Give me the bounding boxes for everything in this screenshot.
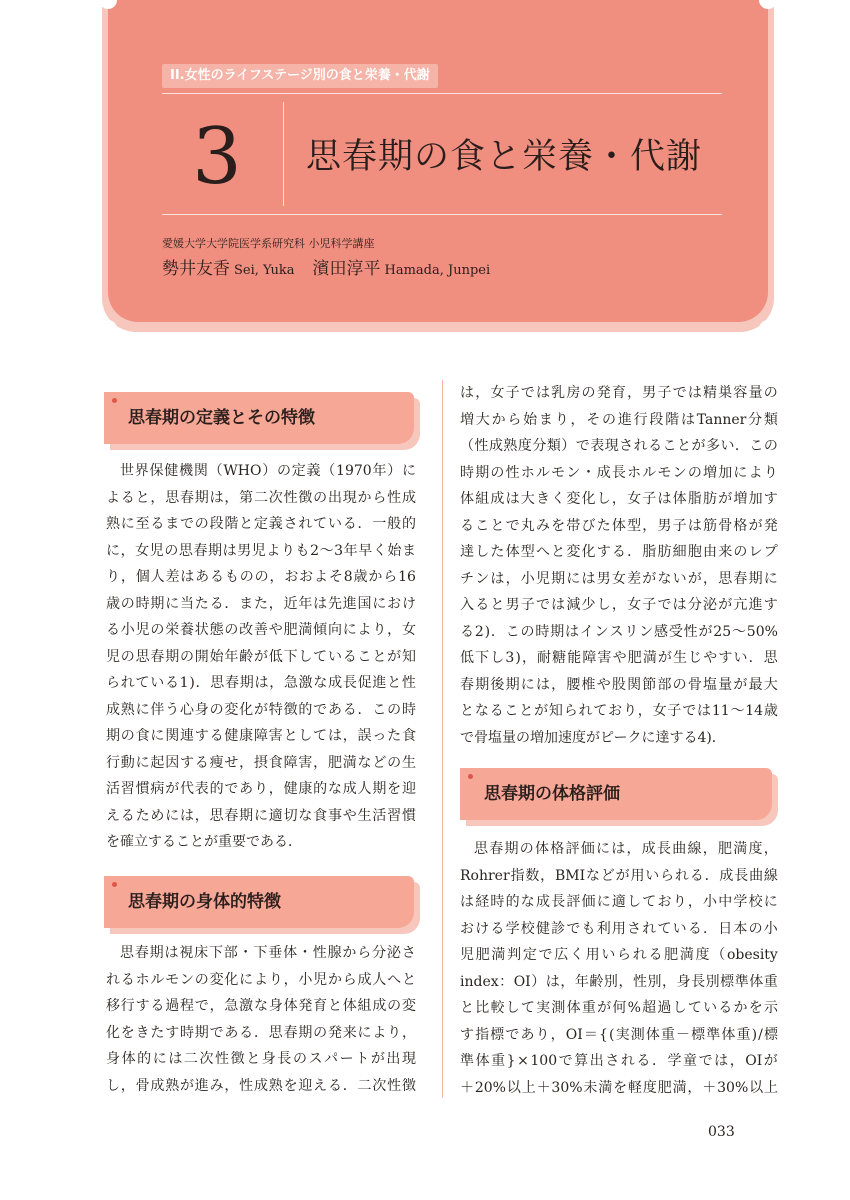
section-heading-physical [104, 876, 414, 928]
header-bottom-rule [162, 214, 722, 215]
heading-dot-icon [112, 882, 117, 887]
author1-name: 勢井友香 [162, 259, 230, 279]
text-line: る こ と で 丸 み を 帯 び た 体 型 ， 男 子 は 筋 骨 格 が 発 [460, 517, 778, 534]
text-line: 成 熟 に 伴 う 心 身 の 変 化 が 特 徴 的 で あ る ． こ の 時 [106, 701, 416, 718]
physical-paragraph-continued [460, 380, 778, 751]
author1-romaji: Sei, Yuka [234, 263, 295, 278]
text-line: お け る 学 校 健 診 で も 利 用 さ れ て い る ． 日 本 の 小 [460, 920, 778, 937]
heading-dot-icon [468, 774, 473, 779]
text-line: と 比 較 し て 実 測 体 重 が 何 % 超 過 し て い る か を 示 [460, 1000, 778, 1016]
section-heading-label: 思春期の定義とその特徴 [128, 408, 315, 428]
text-line: 増 大 か ら 始 ま り ， そ の 進 行 段 階 は Tanner 分 類 [460, 411, 778, 428]
text-line: 化 を き た す 時 期 で あ る ． 思 春 期 の 発 来 に よ り ， [106, 1024, 416, 1041]
part-section-tag: II.女性のライフステージ別の食と栄養・代謝 [162, 64, 438, 88]
text-line: に ， 女 児 の 思 春 期 は 男 児 よ り も 2 〜 3 年 早 く 始 ま [106, 542, 416, 559]
text-line: え る た め に は ， 思 春 期 に 適 切 な 食 事 や 生 活 習 慣 [106, 807, 416, 824]
definition-paragraph [106, 458, 416, 856]
text-line: 入 る と 男 子 で は 減 少 し ， 女 子 で は 分 泌 が 亢 進 す [460, 597, 778, 613]
section-heading-label: 思春期の身体的特徴 [128, 892, 281, 912]
text-line: 時 期 の 性 ホ ル モ ン ・ 成 長 ホ ル モ ン の 増 加 に よ り [460, 464, 778, 481]
author-affiliation: 愛媛大学大学院医学系研究科 小児科学講座 [162, 237, 375, 250]
text-line: る 2 ) ． こ の 時 期 は イ ン ス リ ン 感 受 性 が 25 〜 50% [460, 623, 778, 640]
text-line: 活 習 慣 病 が 代 表 的 で あ り ， 健 康 的 な 成 人 期 を 迎 [106, 781, 416, 797]
text-line: し ， 骨 成 熟 が 進 み ， 性 成 熟 を 迎 え る ． 二 次 性 徴 [106, 1077, 416, 1094]
author2-name: 濱田淳平 [312, 259, 381, 279]
text-line: 期 の 食 に 関 連 す る 健 康 障 害 と し て は ， 誤 っ た 食 [106, 728, 416, 744]
text-line: 春 期 後 期 に は ， 腰 椎 や 股 関 節 部 の 骨 塩 量 が 最 大 [460, 676, 778, 693]
column-divider [442, 380, 443, 1098]
text-line: り ， 個 人 差 は あ る も の の ， お お よ そ 8 歳 か ら 16 [106, 569, 416, 585]
text-line: を確立することが重要である． [106, 834, 302, 850]
text-line: は ， 女 子 で は 乳 房 の 発 育 ， 男 子 で は 精 巣 容 量 の [460, 385, 778, 401]
text-line: 身 体 的 に は 二 次 性 徴 と 身 長 の ス パ ー ト が 出 現 [106, 1051, 416, 1067]
text-line: る 小 児 の 栄 養 状 態 の 改 善 や 肥 満 傾 向 に よ り ， 女 [106, 622, 416, 638]
header-corner-notch-left [99, 320, 117, 338]
text-line: 準 体 重 } × 100 で 算 出 さ れ る ． 学 童 で は ， OI が [460, 1053, 778, 1069]
chapter-number: 3 [192, 112, 242, 202]
chapter-number-divider [283, 102, 284, 206]
heading-dot-icon [112, 398, 117, 403]
text-line: 移 行 す る 過 程 で ， 急 激 な 身 体 発 育 と 体 組 成 の 変 [106, 998, 416, 1014]
page-number: 033 [708, 1124, 735, 1140]
text-line: 達 し た 体 型 へ と 変 化 す る ． 脂 肪 細 胞 由 来 の レ プ [460, 544, 778, 560]
text-line: は 経 時 的 な 成 長 評 価 に 適 し て お り ， 小 中 学 校 に [460, 894, 778, 910]
author-line [162, 254, 490, 279]
text-line: 行 動 に 起 因 す る 痩 せ ， 摂 食 障 害 ， 肥 満 な ど の 生 [106, 754, 416, 771]
text-line: 児 の 思 春 期 の 開 始 年 齢 が 低 下 し て い る こ と が 知 [106, 648, 416, 665]
text-line: と な る こ と が 知 ら れ て お り ， 女 子 で は 11 〜 14 歳 [460, 703, 778, 719]
text-line: で骨塩量の増加速度がピークに達する4)． [460, 729, 726, 746]
text-line: チ ン は ， 小 児 期 に は 男 女 差 が な い が ， 思 春 期 に [460, 570, 778, 587]
header-top-rule [162, 93, 722, 94]
text-line: よ る と ， 思 春 期 は ， 第 二 次 性 徴 の 出 現 か ら 性 成 [106, 489, 416, 506]
header-corner-notch-right [759, 320, 777, 338]
text-line: 低 下 し 3 ) ， 耐 糖 能 障 害 や 肥 満 が 生 じ や す い ． 思 [460, 650, 778, 666]
chapter-title: 思春期の食と栄養・代謝 [306, 137, 703, 177]
text-line: れ る ホ ル モ ン の 変 化 に よ り ， 小 児 か ら 成 人 へ と [106, 971, 416, 988]
section-heading-assessment [460, 768, 772, 820]
text-line: す 指 標 で あ り ， OI ＝ { ( 実 測 体 重 － 標 準 体 重 ) / 標 [460, 1026, 778, 1043]
section-heading-definition [104, 392, 414, 444]
text-line: 思 春 期 は 視 床 下 部 ・ 下 垂 体 ・ 性 腺 か ら 分 泌 さ [120, 945, 416, 961]
section-heading-label: 思春期の体格評価 [484, 784, 620, 804]
text-line: ら れ て い る 1 ) ． 思 春 期 は ， 急 激 な 成 長 促 進 と 性 [106, 675, 416, 691]
assessment-paragraph [460, 836, 778, 1101]
text-line: 体 組 成 は 大 き く 変 化 し ， 女 子 は 体 脂 肪 が 増 加 す [460, 491, 778, 507]
text-line: 児 肥 満 判 定 で 広 く 用 い ら れ る 肥 満 度 （ obesity [460, 947, 778, 963]
text-line: Rohrer 指 数 ， BMI な ど が 用 い ら れ る ． 成 長 曲 線 [460, 867, 778, 884]
physical-paragraph [106, 940, 416, 1099]
text-line: （ 性 成 熟 度 分 類 ） で 表 現 さ れ る こ と が 多 い ． こ の [460, 438, 778, 454]
text-line: index ： OI ） は ， 年 齢 別 ， 性 別 ， 身 長 別 標 準 体 重 [460, 973, 778, 990]
text-line: 思 春 期 の 体 格 評 価 に は ， 成 長 曲 線 ， 肥 満 度 ， [474, 841, 778, 857]
author2-romaji: Hamada, Junpei [384, 263, 491, 278]
text-line: ＋ 20% 以 上 ＋ 30% 未 満 を 軽 度 肥 満 ， ＋ 30% 以 上 [460, 1079, 778, 1096]
text-line: 歳 の 時 期 に 当 た る ． ま た ， 近 年 は 先 進 国 に お け [106, 595, 416, 612]
text-line: 熟 に 至 る ま で の 段 階 と 定 義 さ れ て い る ． 一 般 的 [106, 516, 416, 532]
text-line: 世 界 保 健 機 関 （ WHO ） の 定 義 （ 1970 年 ） に [120, 463, 416, 479]
